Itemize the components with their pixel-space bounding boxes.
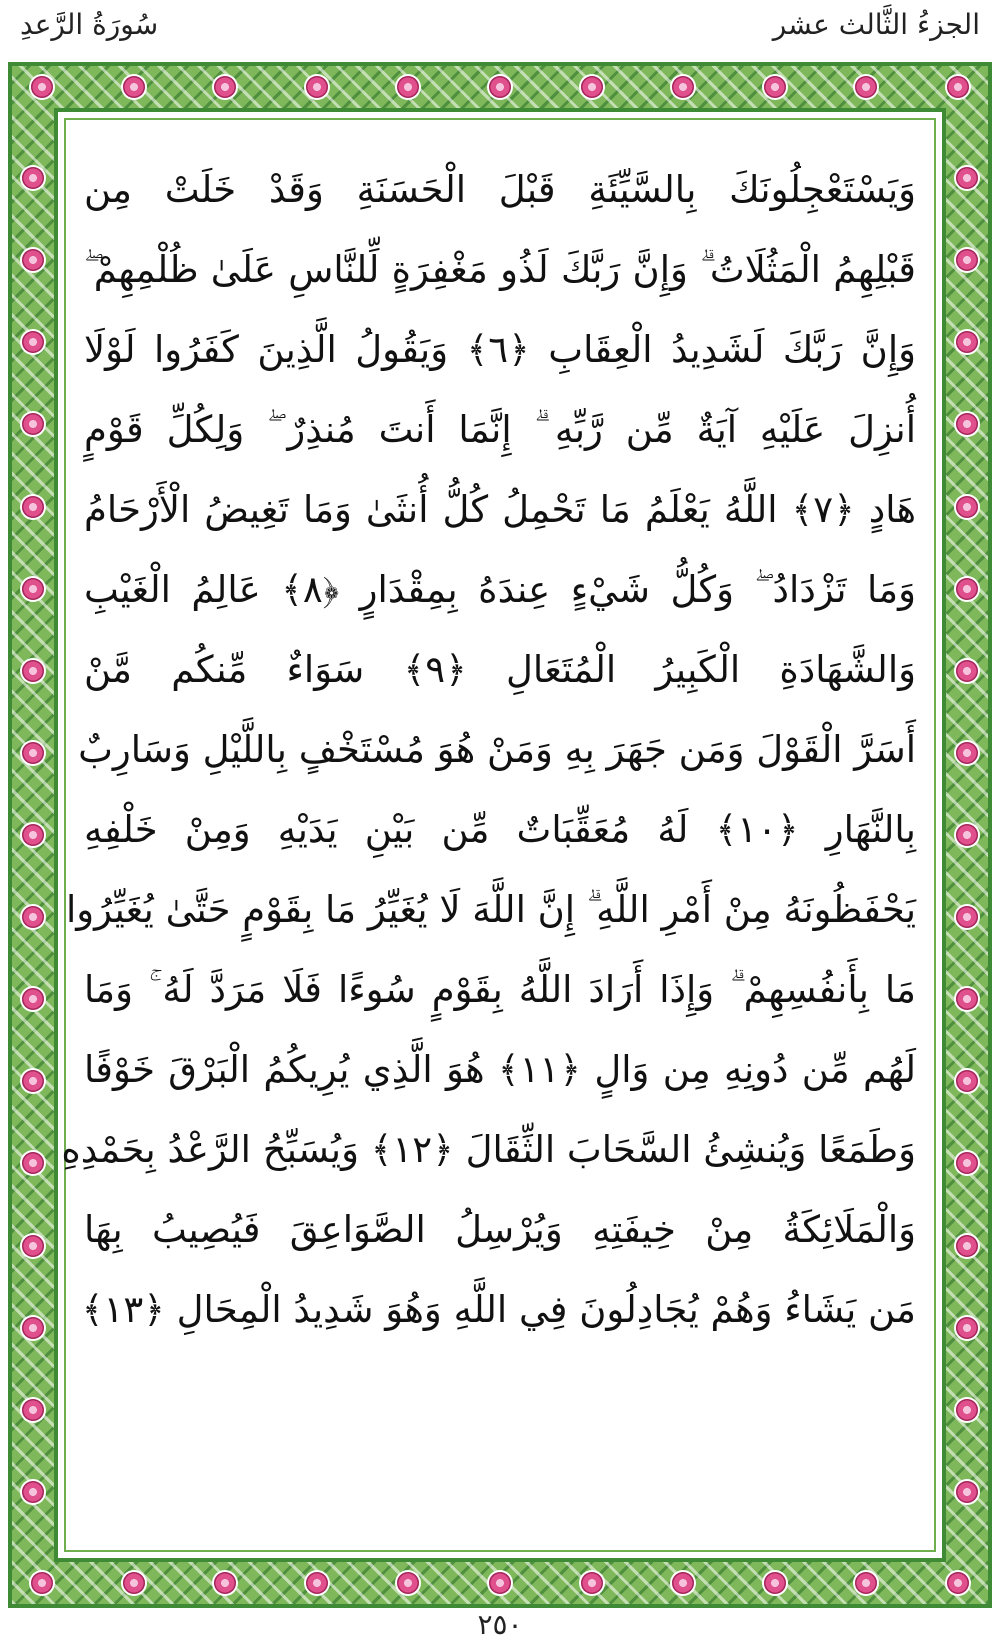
rosette-icon (31, 76, 53, 98)
rosette-icon (956, 824, 978, 846)
rosette-icon (956, 742, 978, 764)
rosette-icon (956, 496, 978, 518)
rosette-icon (956, 660, 978, 682)
rosette-icon (956, 1481, 978, 1503)
rosette-icon (581, 76, 603, 98)
text-line: قَبْلِهِمُ الْمَثُلَاتُ ۗ وَإِنَّ رَبَّكَ لَذُو مَغْفِرَةٍ لِّلنَّاسِ عَلَىٰ ظُلْمِهِمْ ۖ (84, 248, 916, 291)
text-line: مَا بِأَنفُسِهِمْ ۗ وَإِذَا أَرَادَ اللَّهُ بِقَوْمٍ سُوءًا فَلَا مَرَدَّ لَهُ ۚ وَمَا (84, 968, 916, 1011)
rosette-icon (855, 1572, 877, 1594)
rosette-icon (22, 578, 44, 600)
rosette-icon (22, 496, 44, 518)
text-line: وَالْمَلَائِكَةُ مِنْ خِيفَتِهِ وَيُرْسِلُ الصَّوَاعِقَ فَيُصِيبُ بِهَا (84, 1208, 916, 1251)
text-line: أُنزِلَ عَلَيْهِ آيَةٌ مِّن رَّبِّهِ ۗ إِنَّمَا أَنتَ مُنذِرٌ ۖ وَلِكُلِّ قَوْمٍ (84, 408, 916, 451)
rosette-icon (855, 76, 877, 98)
text-line: هَادٍ ﴿٧﴾ اللَّهُ يَعْلَمُ مَا تَحْمِلُ كُلُّ أُنثَىٰ وَمَا تَغِيضُ الْأَرْحَامُ (84, 488, 917, 531)
rosette-icon (22, 988, 44, 1010)
text-line: وَإِنَّ رَبَّكَ لَشَدِيدُ الْعِقَابِ ﴿٦﴾ وَيَقُولُ الَّذِينَ كَفَرُوا لَوْلَا (84, 328, 916, 371)
rosette-icon (956, 413, 978, 435)
rosette-icon (956, 578, 978, 600)
rosette-icon (956, 1235, 978, 1257)
rosette-icon (956, 249, 978, 271)
rosette-icon (22, 742, 44, 764)
rosette-icon (22, 167, 44, 189)
rosette-icon (22, 249, 44, 271)
rosette-icon (956, 1399, 978, 1421)
rosette-icon (956, 1317, 978, 1339)
rosette-icon (22, 906, 44, 928)
page-number: ٢٥٠ (477, 1608, 523, 1641)
rosette-icon (764, 1572, 786, 1594)
rosette-icon (947, 76, 969, 98)
rosette-icon (956, 167, 978, 189)
rosette-icon (31, 1572, 53, 1594)
text-line: وَالشَّهَادَةِ الْكَبِيرُ الْمُتَعَالِ ﴿٩﴾ سَوَاءٌ مِّنكُم مَّنْ (84, 648, 916, 691)
rosette-icon (22, 1481, 44, 1503)
rosette-icon (22, 1399, 44, 1421)
rosette-icon (956, 1152, 978, 1174)
rosette-icon (22, 660, 44, 682)
rosette-icon (22, 1235, 44, 1257)
rosette-icon (672, 1572, 694, 1594)
rosette-icon (22, 1152, 44, 1174)
rosette-icon (947, 1572, 969, 1594)
rosette-icon (123, 76, 145, 98)
text-line: وَيَسْتَعْجِلُونَكَ بِالسَّيِّئَةِ قَبْلَ الْحَسَنَةِ وَقَدْ خَلَتْ مِن (84, 168, 916, 211)
rosette-icon (397, 1572, 419, 1594)
rosette-icon (306, 76, 328, 98)
text-line: أَسَرَّ الْقَوْلَ وَمَن جَهَرَ بِهِ وَمَنْ هُوَ مُسْتَخْفٍ بِاللَّيْلِ وَسَارِبٌ (78, 728, 916, 771)
rosette-icon (214, 76, 236, 98)
rosette-icon (672, 76, 694, 98)
rosette-icon (956, 906, 978, 928)
rosette-icon (581, 1572, 603, 1594)
text-line: بِالنَّهَارِ ﴿١٠﴾ لَهُ مُعَقِّبَاتٌ مِّن بَيْنِ يَدَيْهِ وَمِنْ خَلْفِهِ (84, 808, 916, 851)
text-line: يَحْفَظُونَهُ مِنْ أَمْرِ اللَّهِ ۗ إِنَّ اللَّهَ لَا يُغَيِّرُ مَا بِقَوْمٍ حَتَّىٰ يُغَيِّرُوا (65, 888, 916, 931)
text-line: لَهُم مِّن دُونِهِ مِن وَالٍ ﴿١١﴾ هُوَ الَّذِي يُرِيكُمُ الْبَرْقَ خَوْفًا (84, 1048, 917, 1091)
rosette-icon (764, 76, 786, 98)
page-header (0, 0, 1000, 64)
surah-title: سُورَةُ الرَّعدِ (20, 8, 159, 41)
rosette-icon (22, 331, 44, 353)
rosette-icon (956, 988, 978, 1010)
text-line: وَطَمَعًا وَيُنشِئُ السَّحَابَ الثِّقَالَ ﴿١٢﴾ وَيُسَبِّحُ الرَّعْدُ بِحَمْدِهِ (61, 1128, 916, 1171)
rosette-icon (123, 1572, 145, 1594)
rosette-icon (956, 1070, 978, 1092)
quran-text (61, 150, 917, 1480)
rosette-icon (489, 1572, 511, 1594)
text-line: وَمَا تَزْدَادُ ۖ وَكُلُّ شَيْءٍ عِندَهُ بِمِقْدَارٍ ﴿٨﴾ عَالِمُ الْغَيْبِ (84, 568, 916, 611)
rosette-icon (956, 331, 978, 353)
rosette-icon (306, 1572, 328, 1594)
rosette-icon (22, 824, 44, 846)
rosette-icon (22, 413, 44, 435)
rosette-icon (22, 1070, 44, 1092)
juz-title: الجزءُ الثَّالث عشر (772, 8, 980, 41)
text-line: مَن يَشَاءُ وَهُمْ يُجَادِلُونَ فِي اللَّهِ وَهُوَ شَدِيدُ الْمِحَالِ ﴿١٣﴾ (81, 1288, 916, 1331)
rosette-icon (397, 76, 419, 98)
rosette-icon (22, 1317, 44, 1339)
rosette-icon (489, 76, 511, 98)
rosette-icon (214, 1572, 236, 1594)
